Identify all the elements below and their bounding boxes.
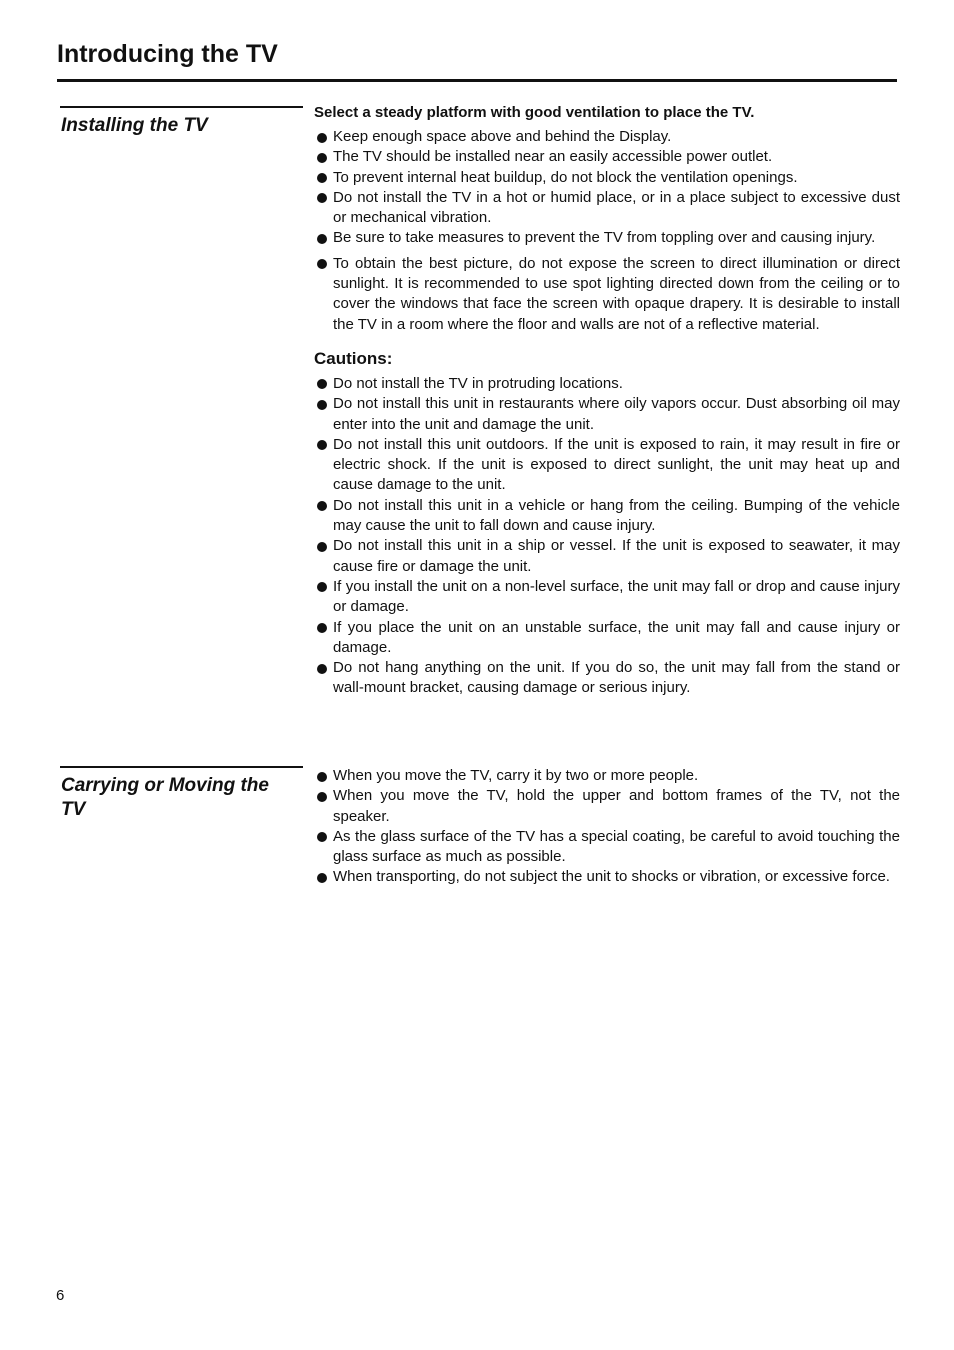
list-item: Be sure to take measures to prevent the TV from toppling over and causing injury. [314, 228, 900, 248]
carrying-section-body [314, 766, 900, 888]
list-item: When you move the TV, carry it by two or more people. [314, 766, 900, 786]
list-item: Keep enough space above and behind the Display. [314, 127, 900, 147]
bullet-icon [317, 234, 327, 244]
carrying-section-rule [60, 766, 303, 768]
bullet-icon [317, 664, 327, 674]
bullet-icon [317, 400, 327, 410]
bullet-icon [317, 623, 327, 633]
list-item: If you install the unit on a non-level surface, the unit may fall or drop and cause injury or damage. [314, 577, 900, 618]
installing-list [314, 127, 900, 335]
cautions-list [314, 374, 900, 699]
bullet-icon [317, 153, 327, 163]
list-item: Do not install the TV in protruding locations. [314, 374, 900, 394]
list-item: To prevent internal heat buildup, do not block the ventilation openings. [314, 168, 900, 188]
bullet-icon [317, 582, 327, 592]
list-item: As the glass surface of the TV has a special coating, be careful to avoid touching the glass surface as much as possible. [314, 827, 900, 868]
list-item: Do not install this unit in a vehicle or hang from the ceiling. Bumping of the vehicle may cause the unit to fall down and cause injury. [314, 496, 900, 537]
cautions-heading: Cautions: [314, 348, 393, 368]
list-item: When you move the TV, hold the upper and bottom frames of the TV, not the speaker. [314, 786, 900, 827]
list-item: To obtain the best picture, do not expose the screen to direct illumination or direct sunlight. It is recommended to use spot lighting directed down from the ceiling or to cover the windows that face the screen with opaque drapery. It is desirable to install the TV in a room where the floor and walls are not of a reflective material. [314, 254, 900, 335]
bullet-icon [317, 259, 327, 269]
page-title: Introducing the TV [57, 40, 278, 68]
bullet-icon [317, 133, 327, 143]
list-item: Do not install this unit outdoors. If the unit is exposed to rain, it may result in fire or electric shock. If the unit is exposed to direct sunlight, the unit may heat up and cause damage to the unit. [314, 435, 900, 496]
list-item: Do not hang anything on the unit. If you do so, the unit may fall from the stand or wall-mount bracket, causing damage or serious injury. [314, 658, 900, 699]
installing-section-heading: Installing the TV [61, 115, 208, 136]
bullet-icon [317, 501, 327, 511]
bullet-icon [317, 792, 327, 802]
carrying-list [314, 766, 900, 888]
title-rule [57, 79, 897, 82]
list-item: Do not install this unit in restaurants where oily vapors occur. Dust absorbing oil may enter into the unit and damage the unit. [314, 394, 900, 435]
list-item: Do not install the TV in a hot or humid place, or in a place subject to excessive dust or mechanical vibration. [314, 188, 900, 229]
list-item: When transporting, do not subject the unit to shocks or vibration, or excessive force. [314, 867, 900, 887]
installing-intro: Select a steady platform with good ventilation to place the TV. [314, 104, 755, 121]
list-item: The TV should be installed near an easily accessible power outlet. [314, 147, 900, 167]
installing-section-body [314, 103, 900, 699]
bullet-icon [317, 542, 327, 552]
list-item: Do not install this unit in a ship or vessel. If the unit is exposed to seawater, it may cause fire or damage the unit. [314, 536, 900, 577]
bullet-icon [317, 379, 327, 389]
bullet-icon [317, 873, 327, 883]
bullet-icon [317, 173, 327, 183]
carrying-section-heading: Carrying or Moving the TV [61, 775, 269, 820]
page-number: 6 [56, 1287, 65, 1304]
bullet-icon [317, 193, 327, 203]
installing-section-rule [60, 106, 303, 108]
list-item: If you place the unit on an unstable surface, the unit may fall and cause injury or damage. [314, 618, 900, 659]
bullet-icon [317, 772, 327, 782]
bullet-icon [317, 832, 327, 842]
bullet-icon [317, 440, 327, 450]
